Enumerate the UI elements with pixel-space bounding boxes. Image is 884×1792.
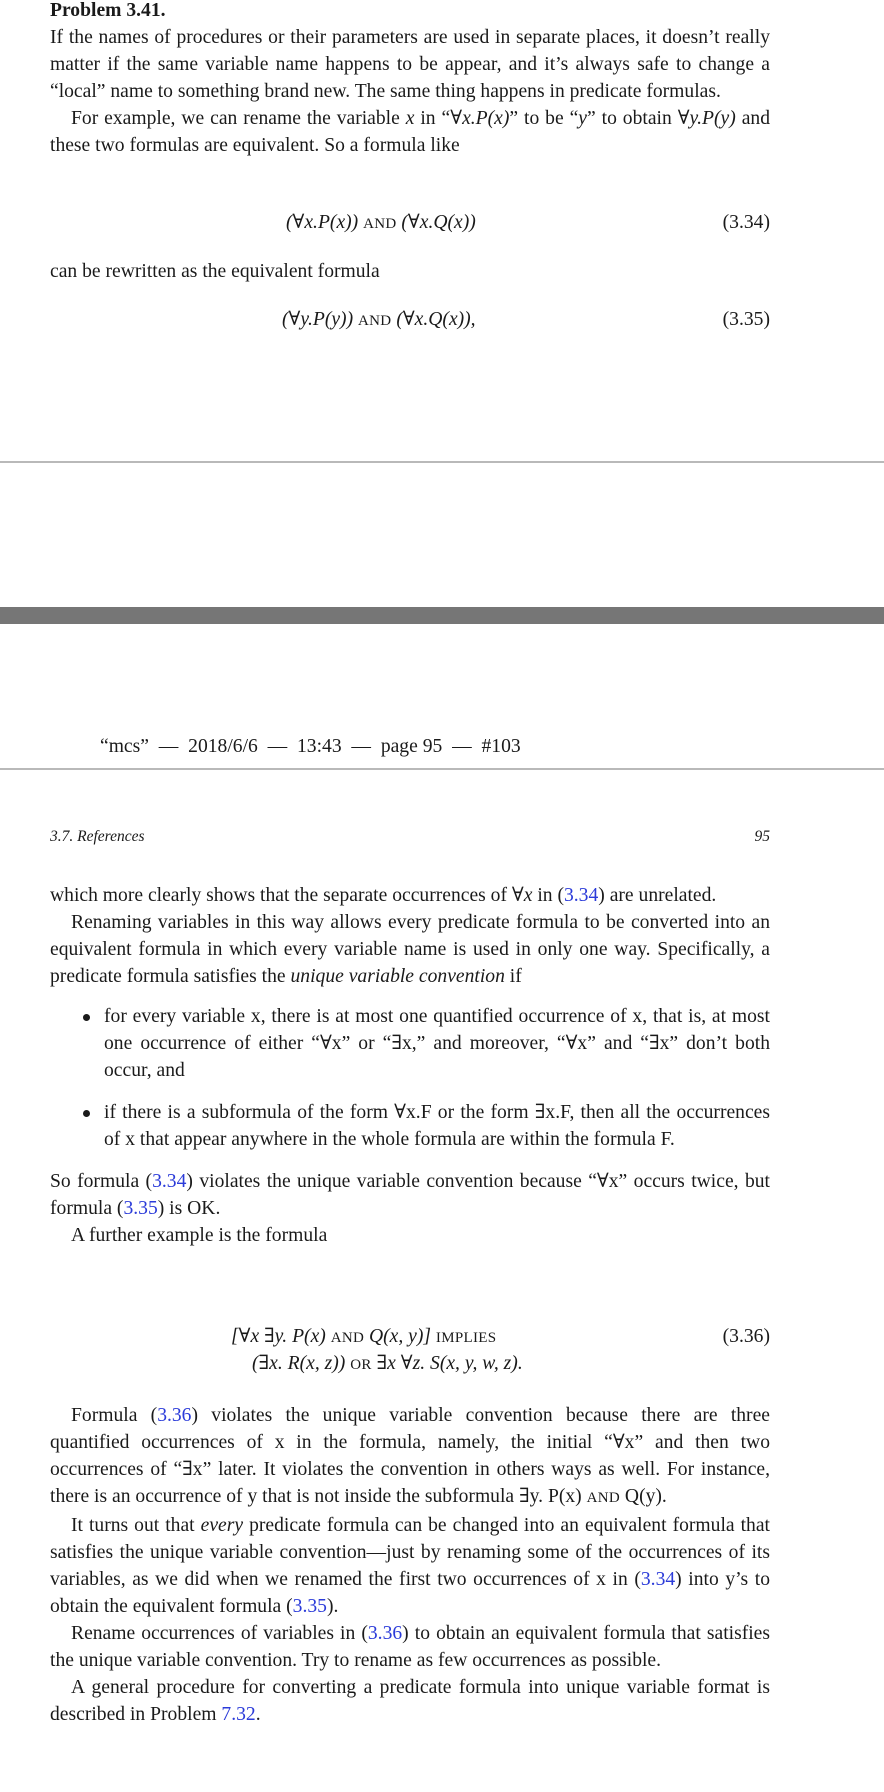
running-header-section: 3.7. References [50,828,145,845]
paragraph-formula-violates: Formula (3.36) violates the unique variable convention because there are three quantified occurrences of x in the formula, namely, the initial “∀x” and then two occurrences of “∃x” later. It violates the convention in others ways as well. For instance, there is an occurrence of y that is not inside the subformula ∃y. P(x) AND Q(y). [50,1405,770,1507]
paragraph-violates: So formula (3.34) violates the unique variable convention because “∀x” occurs twice, but formula (3.35) is OK. [50,1171,770,1219]
ref-3-36[interactable]: 3.36 [367,1623,403,1644]
equation-3-35 [0,306,884,333]
equation-3-36-line1: [∀x ∃y. P(x) AND Q(x, y)] IMPLIES [231,1326,497,1347]
equation-3-35-body: (∀y.P(y)) AND (∀x.Q(x)), [282,309,476,330]
equation-3-36-number: (3.36) [722,1326,770,1347]
ref-3-34[interactable]: 3.34 [152,1171,187,1192]
problem-intro: If the names of procedures or their parameters are used in separate places, it doesn’t really matter if the same variable name happens to be appear, and it’s always safe to change a “local” name to something brand new. The same thing happens in predicate formulas. [50,27,770,102]
ref-3-34[interactable]: 3.34 [640,1569,676,1590]
paragraph-further-example: A further example is the formula [71,1225,328,1246]
equation-3-36 [0,1323,884,1383]
paragraph-unrelated: which more clearly shows that the separate occurrences of ∀x in (3.34) are unrelated. [50,885,717,906]
ref-problem-7-32[interactable]: 7.32 [221,1704,256,1725]
ref-3-35[interactable]: 3.35 [123,1198,158,1219]
ref-3-34[interactable]: 3.34 [563,885,599,906]
paragraph-turns-out: It turns out that every predicate formula can be changed into an equivalent formula that satisfies the unique variable convention—just by renaming some of the occurrences of its variables, as we did when we renamed the first two occurrences of x in (3.34) into y’s to obtain the equivalent formula (3.35). [50,1515,770,1617]
page-stamp: “mcs” — 2018/6/6 — 13:43 — page 95 — #103 [100,736,521,757]
top-fragment [50,0,770,159]
ref-3-36[interactable]: 3.36 [157,1405,192,1426]
example-paragraph: For example, we can rename the variable x in “∀x.P(x)” to be “y” to obtain ∀y.P(y) and these two formulas are equivalent. So a formula like [50,108,771,156]
running-header-page-number: 95 [754,828,770,845]
paragraph-general-procedure: A general procedure for converting a predicate formula into unique variable format is described in Problem 7.32. [50,1677,770,1725]
main-body-top [50,882,770,1249]
ref-3-35[interactable]: 3.35 [292,1596,327,1617]
problem-title: Problem 3.41. [50,0,166,21]
list-item: for every variable x, there is at most one quantified occurrence of x, that is, at most one occurrence of either “∀x” or “∃x,” and moreover, “∀x” and “∃x” don’t both occur, and [50,1003,770,1084]
equation-3-34 [0,209,884,236]
equation-3-34-number: (3.34) [722,212,770,233]
paragraph-renaming: Renaming variables in this way allows every predicate formula to be converted into an equivalent formula in which every variable name is used in only one way. Specifically, a predicate formula satisfies the unique variable convention if [50,912,770,987]
paragraph-rename-task: Rename occurrences of variables in (3.36) to obtain an equivalent formula that satisfies the unique variable convention. Try to rename as few occurrences as possible. [50,1623,770,1671]
page-divider-top [0,461,884,463]
page-gap-bar [0,607,884,624]
equation-3-36-line2: (∃x. R(x, z)) OR ∃x ∀z. S(x, y, w, z). [252,1353,523,1374]
list-item: if there is a subformula of the form ∀x.F or the form ∃x.F, then all the occurrences of x that appear anywhere in the whole formula are within the formula F. [50,1099,770,1153]
page-divider-bottom [0,768,884,770]
main-body-bottom [50,1402,770,1728]
equation-3-34-body: (∀x.P(x)) AND (∀x.Q(x)) [286,212,476,233]
equation-3-35-number: (3.35) [722,309,770,330]
rewritten-text: can be rewritten as the equivalent formula [50,261,380,282]
convention-list [50,1003,770,1153]
